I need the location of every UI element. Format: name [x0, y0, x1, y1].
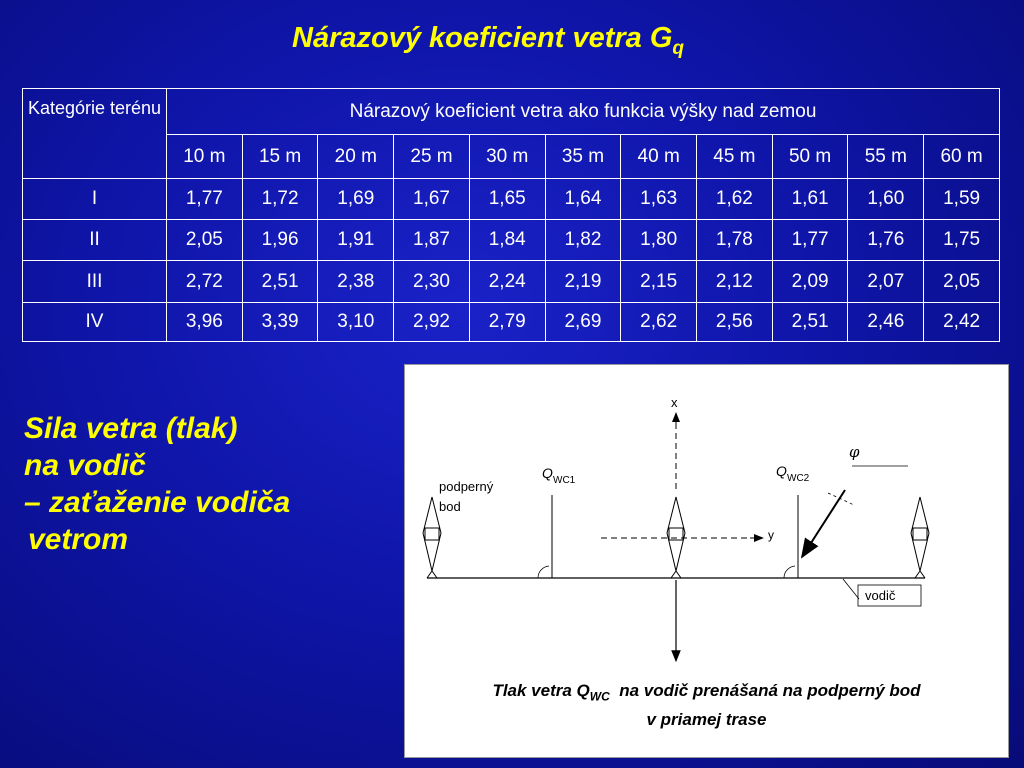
height-header: 45 m	[697, 135, 773, 179]
table-cell: 1,96	[242, 220, 318, 261]
table-cell: 2,72	[167, 261, 243, 303]
heading-line: Sila vetra (tlak)	[24, 412, 238, 445]
table-cell: 1,62	[697, 179, 773, 220]
heights-row	[23, 135, 1000, 179]
table-cell: 1,82	[545, 220, 621, 261]
heading-line: – zaťaženie vodiča	[24, 486, 291, 519]
conductor-label: vodič	[865, 588, 896, 603]
table-cell: 2,24	[469, 261, 545, 303]
table-cell: 2,69	[545, 303, 621, 342]
table-cell: 1,75	[924, 220, 1000, 261]
table-cell: 1,77	[167, 179, 243, 220]
slide-title	[0, 22, 976, 60]
table-cell: 1,64	[545, 179, 621, 220]
table-cell: 3,10	[318, 303, 394, 342]
table-cell: 1,87	[394, 220, 470, 261]
row-category: IV	[23, 303, 167, 342]
height-header: 50 m	[772, 135, 848, 179]
table-cell: 2,92	[394, 303, 470, 342]
table-cell: 1,61	[772, 179, 848, 220]
title-subscript: q	[672, 37, 684, 59]
caption-prefix: Tlak vetra Q	[492, 681, 590, 700]
row-category: II	[23, 220, 167, 261]
table-cell: 2,62	[621, 303, 697, 342]
table-cell: 2,46	[848, 303, 924, 342]
x-axis-label: x	[671, 395, 678, 410]
table-row	[23, 179, 1000, 220]
table-cell: 2,12	[697, 261, 773, 303]
table-cell: 1,78	[697, 220, 773, 261]
height-header: 25 m	[394, 135, 470, 179]
table-cell: 1,77	[772, 220, 848, 261]
right-insulator-icon	[911, 497, 929, 578]
wind-load-heading	[24, 410, 290, 558]
height-header: 35 m	[545, 135, 621, 179]
table-cell: 1,84	[469, 220, 545, 261]
table-row	[23, 303, 1000, 342]
table-cell: 3,96	[167, 303, 243, 342]
group-header: Nárazový koeficient vetra ako funkcia výšky nad zemou	[167, 89, 1000, 135]
caption-line1	[405, 679, 1008, 708]
height-header: 55 m	[848, 135, 924, 179]
table-cell: 1,60	[848, 179, 924, 220]
table-cell: 1,69	[318, 179, 394, 220]
qwc2-arrow-icon	[802, 490, 845, 557]
height-header: 60 m	[924, 135, 1000, 179]
heading-line: na vodič	[24, 449, 146, 482]
table-cell: 1,59	[924, 179, 1000, 220]
table-cell: 2,05	[924, 261, 1000, 303]
table-cell: 1,65	[469, 179, 545, 220]
table-cell: 2,19	[545, 261, 621, 303]
caption-rest: na vodič prenášaná na podperný bod	[609, 681, 921, 700]
table-row	[23, 220, 1000, 261]
table-cell: 1,67	[394, 179, 470, 220]
table-cell: 2,30	[394, 261, 470, 303]
table-cell: 2,15	[621, 261, 697, 303]
table-cell: 3,39	[242, 303, 318, 342]
phi-symbol: φ	[849, 443, 860, 461]
table-cell: 1,76	[848, 220, 924, 261]
table-cell: 2,51	[242, 261, 318, 303]
qwc2-subscript: WC2	[787, 473, 810, 484]
caption-subscript: WC	[589, 689, 610, 704]
height-header: 40 m	[621, 135, 697, 179]
gust-factor-table	[22, 88, 1000, 342]
table-cell: 2,51	[772, 303, 848, 342]
category-header: Kategórie terénu	[23, 89, 167, 179]
height-header: 10 m	[167, 135, 243, 179]
table-cell: 2,42	[924, 303, 1000, 342]
y-axis-label: y	[768, 528, 774, 542]
support-point-label: podperný	[439, 479, 494, 494]
support-point-label: bod	[439, 499, 461, 514]
height-header: 20 m	[318, 135, 394, 179]
heading-line: vetrom	[28, 523, 129, 556]
table-cell: 2,09	[772, 261, 848, 303]
table-cell: 2,05	[167, 220, 243, 261]
qwc1-label: Q	[542, 465, 553, 481]
table-cell: 2,56	[697, 303, 773, 342]
height-header: 30 m	[469, 135, 545, 179]
conductor-leader-line	[843, 579, 859, 599]
table-cell: 1,63	[621, 179, 697, 220]
height-header: 15 m	[242, 135, 318, 179]
qwc2-label: Q	[776, 463, 787, 479]
table-cell: 2,07	[848, 261, 924, 303]
row-category: I	[23, 179, 167, 220]
caption-line2: v priamej trase	[646, 710, 767, 730]
title-main: Nárazový koeficient vetra G	[292, 22, 673, 54]
table-cell: 2,38	[318, 261, 394, 303]
diagram-caption	[405, 679, 1008, 732]
table-cell: 2,79	[469, 303, 545, 342]
qwc1-subscript: WC1	[553, 475, 576, 486]
table-cell: 1,72	[242, 179, 318, 220]
diagram-panel	[404, 364, 1009, 758]
row-category: III	[23, 261, 167, 303]
table-row	[23, 261, 1000, 303]
table-cell: 1,80	[621, 220, 697, 261]
table-cell: 1,91	[318, 220, 394, 261]
